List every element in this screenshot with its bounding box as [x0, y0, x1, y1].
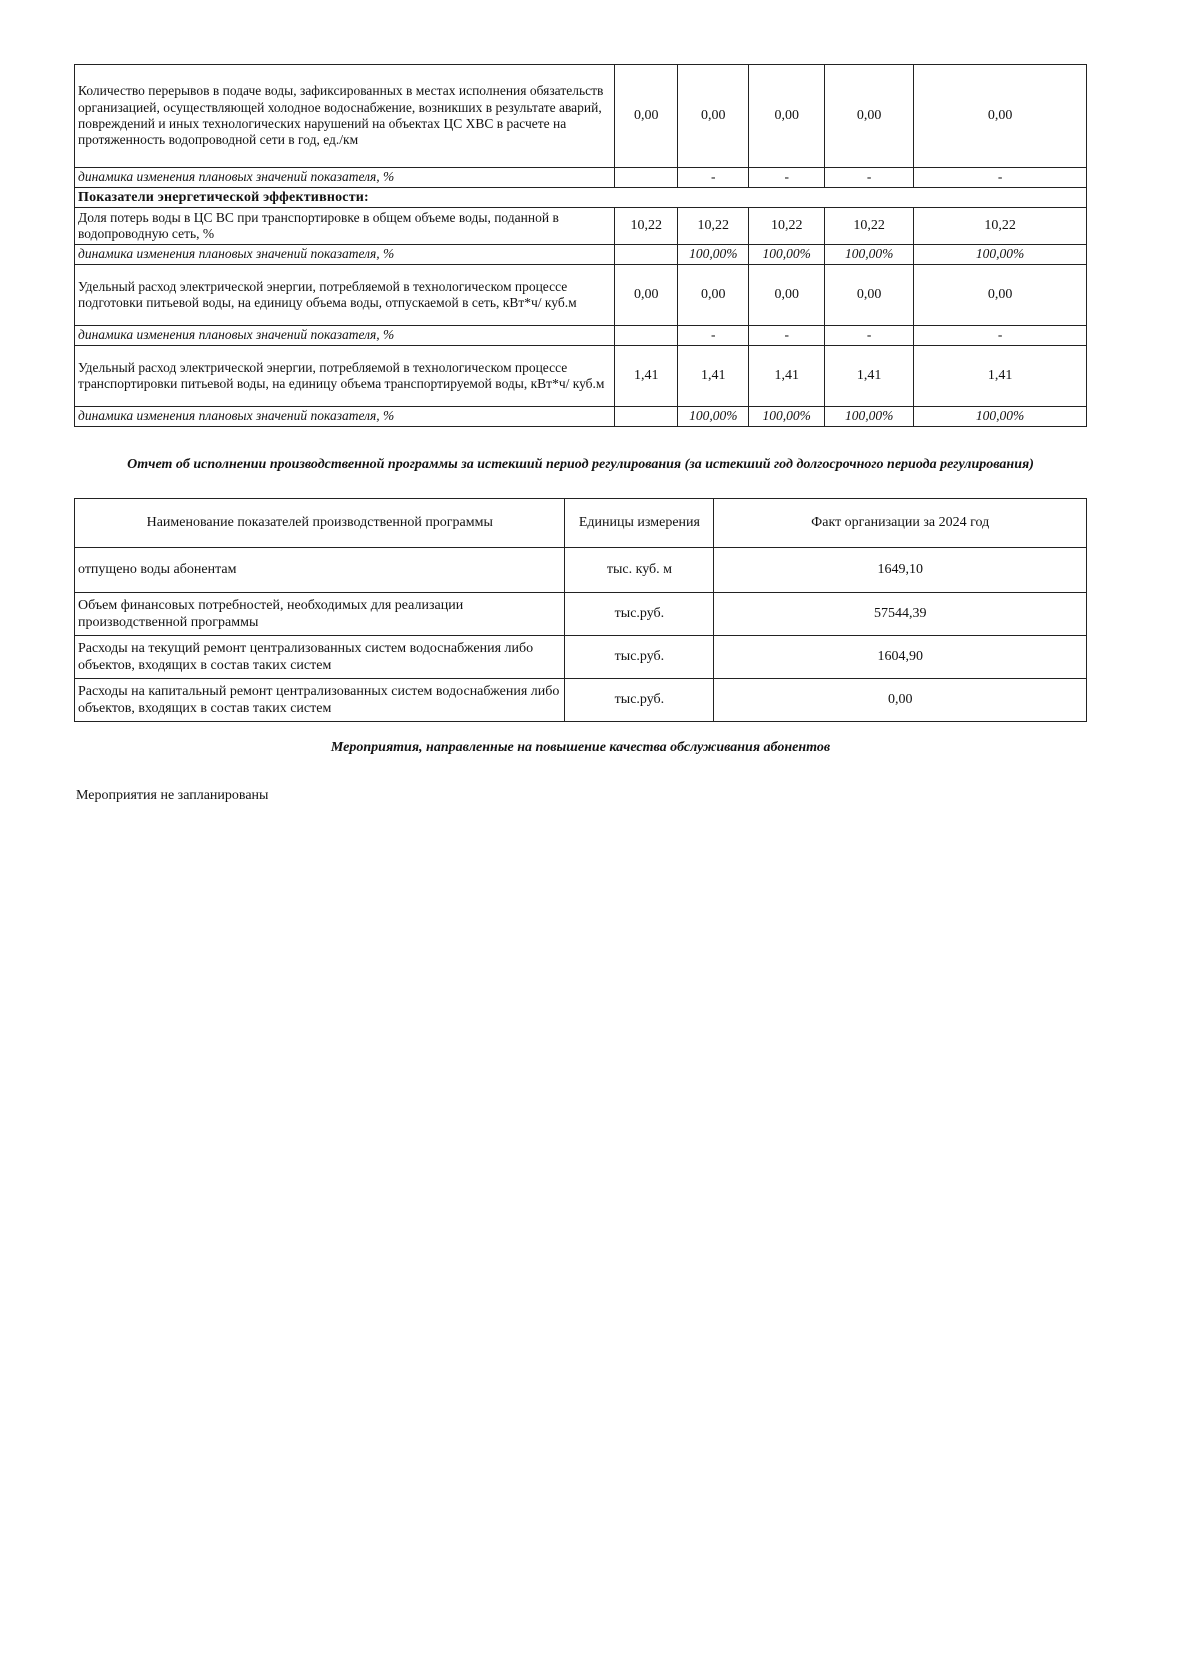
indicators-table [74, 64, 1087, 427]
indicator-value: 10,22 [914, 208, 1087, 245]
dynamics-label: динамика изменения плановых значений показателя, % [75, 168, 615, 188]
dynamics-value: 100,00% [749, 245, 825, 265]
report-caption: Отчет об исполнении производственной программы за истекший период регулирования (за истекший год долгосрочного периода регулирования) [127, 457, 1034, 472]
dynamics-value: - [678, 326, 749, 346]
dynamics-value: 100,00% [825, 245, 914, 265]
indicator-value: 0,00 [615, 65, 678, 168]
table-row [75, 265, 1087, 326]
dynamics-value: - [914, 326, 1087, 346]
dynamics-label: динамика изменения плановых значений показателя, % [75, 326, 615, 346]
dynamics-value: 100,00% [749, 407, 825, 427]
fact-value: 0,00 [714, 679, 1087, 722]
table-row [75, 326, 1087, 346]
table-row [75, 593, 1087, 636]
indicator-name: Расходы на текущий ремонт централизованных систем водоснабжения либо объектов, входящих в состав таких систем [75, 636, 565, 679]
table-row [75, 65, 1087, 168]
indicator-label: Удельный расход электрической энергии, потребляемой в технологическом процессе подготовки питьевой воды, на единицу объема воды, отпускаемой в сеть, кВт*ч/ куб.м [75, 265, 615, 326]
dynamics-value: 100,00% [825, 407, 914, 427]
dynamics-value: - [749, 168, 825, 188]
dynamics-label: динамика изменения плановых значений показателя, % [75, 245, 615, 265]
indicator-value: 0,00 [914, 265, 1087, 326]
indicator-value: 0,00 [749, 65, 825, 168]
column-header: Наименование показателей производственной программы [75, 499, 565, 548]
dynamics-value: - [825, 168, 914, 188]
dynamics-value [615, 326, 678, 346]
section-heading: Показатели энергетической эффективности: [75, 188, 1087, 208]
dynamics-value: - [914, 168, 1087, 188]
measures-caption: Мероприятия, направленные на повышение качества обслуживания абонентов [330, 740, 831, 755]
dynamics-value [615, 168, 678, 188]
unit: тыс.руб. [565, 593, 714, 636]
table-row [75, 208, 1087, 245]
dynamics-value: - [825, 326, 914, 346]
dynamics-value [615, 407, 678, 427]
dynamics-value [615, 245, 678, 265]
indicator-value: 1,41 [615, 346, 678, 407]
indicator-name: Объем финансовых потребностей, необходимых для реализации производственной программы [75, 593, 565, 636]
indicator-value: 1,41 [825, 346, 914, 407]
indicator-value: 10,22 [615, 208, 678, 245]
indicator-value: 1,41 [749, 346, 825, 407]
section-row [75, 188, 1087, 208]
indicator-value: 10,22 [678, 208, 749, 245]
column-header: Факт организации за 2024 год [714, 499, 1087, 548]
fact-value: 1604,90 [714, 636, 1087, 679]
indicator-value: 0,00 [678, 265, 749, 326]
dynamics-value: 100,00% [678, 407, 749, 427]
indicator-label: Удельный расход электрической энергии, потребляемой в технологическом процессе транспортировки питьевой воды, на единицу объема транспортируемой воды, кВт*ч/ куб.м [75, 346, 615, 407]
unit: тыс.руб. [565, 636, 714, 679]
unit: тыс.руб. [565, 679, 714, 722]
report-table [74, 498, 1087, 722]
indicator-label: Доля потерь воды в ЦС ВС при транспортировке в общем объеме воды, поданной в водопроводную сеть, % [75, 208, 615, 245]
dynamics-value: 100,00% [914, 407, 1087, 427]
table-row [75, 679, 1087, 722]
table-row [75, 168, 1087, 188]
table-row [75, 245, 1087, 265]
indicator-value: 1,41 [914, 346, 1087, 407]
indicator-value: 0,00 [749, 265, 825, 326]
indicator-value: 0,00 [615, 265, 678, 326]
dynamics-label: динамика изменения плановых значений показателя, % [75, 407, 615, 427]
unit: тыс. куб. м [565, 548, 714, 593]
indicator-value: 10,22 [749, 208, 825, 245]
table-row [75, 636, 1087, 679]
indicator-value: 10,22 [825, 208, 914, 245]
dynamics-value: - [749, 326, 825, 346]
table-header-row [75, 499, 1087, 548]
dynamics-value: - [678, 168, 749, 188]
indicator-value: 1,41 [678, 346, 749, 407]
measures-text: Мероприятия не запланированы [76, 788, 269, 803]
indicator-value: 0,00 [825, 265, 914, 326]
fact-value: 57544,39 [714, 593, 1087, 636]
indicator-value: 0,00 [825, 65, 914, 168]
indicator-value: 0,00 [914, 65, 1087, 168]
fact-value: 1649,10 [714, 548, 1087, 593]
table-row [75, 346, 1087, 407]
indicator-name: Расходы на капитальный ремонт централизованных систем водоснабжения либо объектов, входящих в состав таких систем [75, 679, 565, 722]
indicator-name: отпущено воды абонентам [75, 548, 565, 593]
column-header: Единицы измерения [565, 499, 714, 548]
table-row [75, 548, 1087, 593]
dynamics-value: 100,00% [678, 245, 749, 265]
indicator-value: 0,00 [678, 65, 749, 168]
indicator-label: Количество перерывов в подаче воды, зафиксированных в местах исполнения обязательств организацией, осуществляющей холодное водоснабжение, возникших в результате аварий, повреждений и иных технологических нарушений на объектах ЦС ХВС в расчете на протяженность водопроводной сети в год, ед./км [75, 65, 615, 168]
table-row [75, 407, 1087, 427]
dynamics-value: 100,00% [914, 245, 1087, 265]
